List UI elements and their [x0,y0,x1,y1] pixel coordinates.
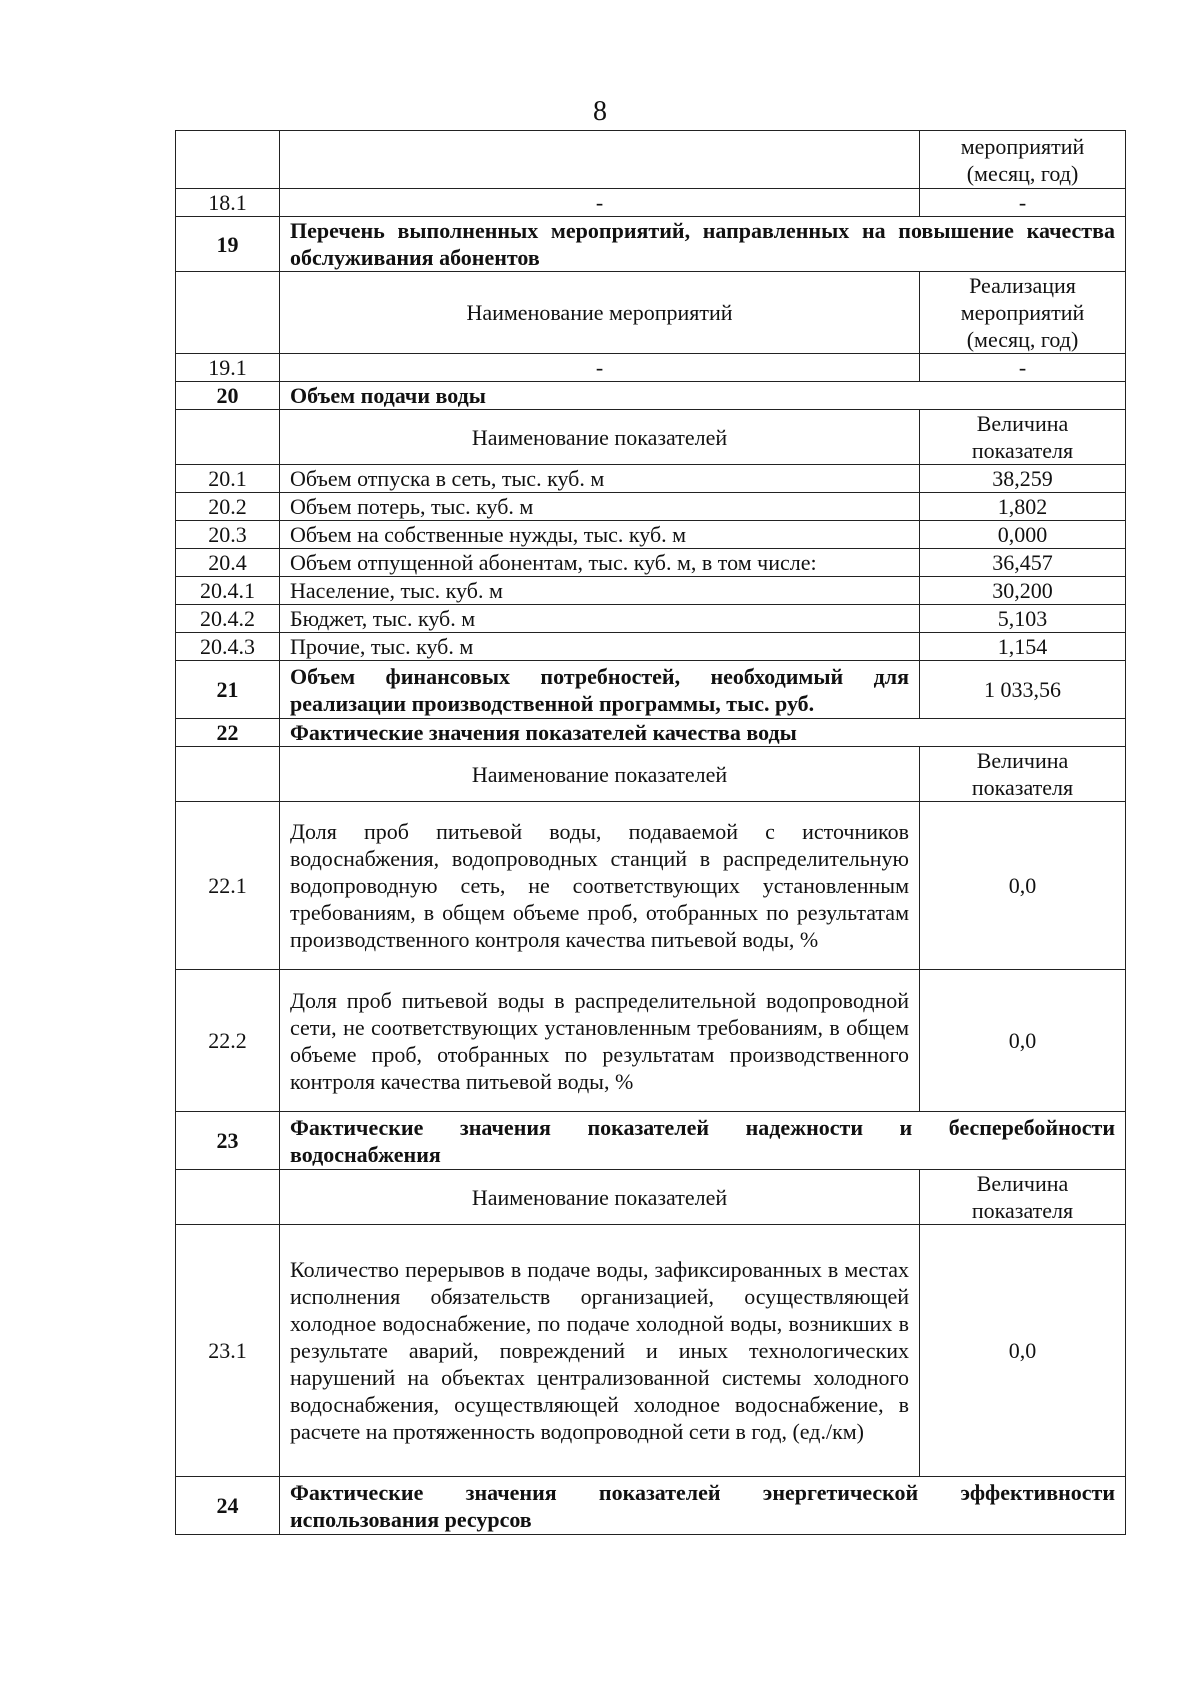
table-header-row [176,410,1126,465]
row-value: - [920,189,1126,217]
row-number: 20.4.1 [176,577,280,605]
row-name: Объем отпущенной абонентам, тыс. куб. м, в том числе: [280,549,920,577]
section-title: Объем финансовых потребностей, необходимый для реализации производственной программы, тыс. руб. [280,661,920,719]
column-header-value: Реализация мероприятий (месяц, год) [920,272,1126,354]
table-row [176,354,1126,382]
table-row [176,521,1126,549]
table-row [176,1225,1126,1477]
row-name: Объем потерь, тыс. куб. м [280,493,920,521]
row-value: - [920,354,1126,382]
row-value: 5,103 [920,605,1126,633]
row-number: 20.4.2 [176,605,280,633]
row-number: 20.4.3 [176,633,280,661]
page-number: 8 [593,96,607,127]
table-row [176,549,1126,577]
row-number: 23.1 [176,1225,280,1477]
table-row [176,189,1126,217]
row-name: - [280,354,920,382]
table-row [176,633,1126,661]
empty-cell [176,131,280,189]
section-row [176,1112,1126,1170]
table-row [176,970,1126,1112]
row-name: - [280,189,920,217]
row-value: 30,200 [920,577,1126,605]
section-row [176,1477,1126,1535]
empty-cell [280,131,920,189]
section-row [176,382,1126,410]
row-value: 0,0 [920,802,1126,970]
empty-cell [176,272,280,354]
row-number: 18.1 [176,189,280,217]
section-row [176,217,1126,272]
table-row [176,131,1126,189]
row-name: Доля проб питьевой воды, подаваемой с источников водоснабжения, водопроводных станций в распределительную водопроводную сеть, не соответствующих установленным требованиям, в общем объеме проб, отобранных по результатам производственного контроля качества питьевой воды, % [280,802,920,970]
empty-cell [176,747,280,802]
row-number: 22.1 [176,802,280,970]
section-number: 23 [176,1112,280,1170]
section-title: Фактические значения показателей качества воды [280,719,1126,747]
section-number: 22 [176,719,280,747]
column-header-name: Наименование показателей [280,747,920,802]
column-header-name: Наименование показателей [280,410,920,465]
table-row [176,605,1126,633]
indicators-table [175,130,1126,1535]
row-name: Доля проб питьевой воды в распределительной водопроводной сети, не соответствующих установленным требованиям, в общем объеме проб, отобранных по результатам производственного контроля качества питьевой воды, % [280,970,920,1112]
row-name: Прочие, тыс. куб. м [280,633,920,661]
row-number: 20.2 [176,493,280,521]
row-value: 36,457 [920,549,1126,577]
row-name: Объем на собственные нужды, тыс. куб. м [280,521,920,549]
table-row [176,465,1126,493]
row-value: 38,259 [920,465,1126,493]
section-number: 21 [176,661,280,719]
table-row [176,802,1126,970]
row-value: 1,802 [920,493,1126,521]
column-header-value: Величина показателя [920,747,1126,802]
row-name: Население, тыс. куб. м [280,577,920,605]
empty-cell [176,410,280,465]
section-row [176,719,1126,747]
row-number: 22.2 [176,970,280,1112]
section-value: 1 033,56 [920,661,1126,719]
empty-cell [176,1170,280,1225]
column-header-value: мероприятий (месяц, год) [920,131,1126,189]
table-header-row [176,747,1126,802]
table-row [176,577,1126,605]
row-number: 19.1 [176,354,280,382]
column-header-value: Величина показателя [920,410,1126,465]
section-title: Перечень выполненных мероприятий, направленных на повышение качества обслуживания абонентов [280,217,1126,272]
table-header-row [176,1170,1126,1225]
row-number: 20.1 [176,465,280,493]
table-row [176,493,1126,521]
section-number: 24 [176,1477,280,1535]
section-title: Фактические значения показателей надежности и бесперебойности водоснабжения [280,1112,1126,1170]
row-name: Объем отпуска в сеть, тыс. куб. м [280,465,920,493]
row-value: 0,000 [920,521,1126,549]
row-name: Бюджет, тыс. куб. м [280,605,920,633]
row-number: 20.4 [176,549,280,577]
section-number: 19 [176,217,280,272]
section-row [176,661,1126,719]
row-name: Количество перерывов в подаче воды, зафиксированных в местах исполнения обязательств организацией, осуществляющей холодное водоснабжение, по подаче холодной воды, возникших в результате аварий, повреждений и иных технологических нарушений на объектах централизованной системы холодного водоснабжения, осуществляющей холодное водоснабжение, в расчете на протяженность водопроводной сети в год, (ед./км) [280,1225,920,1477]
column-header-name: Наименование мероприятий [280,272,920,354]
section-number: 20 [176,382,280,410]
table-header-row [176,272,1126,354]
row-value: 0,0 [920,1225,1126,1477]
column-header-name: Наименование показателей [280,1170,920,1225]
section-title: Объем подачи воды [280,382,1126,410]
section-title: Фактические значения показателей энергетической эффективности использования ресурсов [280,1477,1126,1535]
row-number: 20.3 [176,521,280,549]
row-value: 1,154 [920,633,1126,661]
column-header-value: Величина показателя [920,1170,1126,1225]
row-value: 0,0 [920,970,1126,1112]
